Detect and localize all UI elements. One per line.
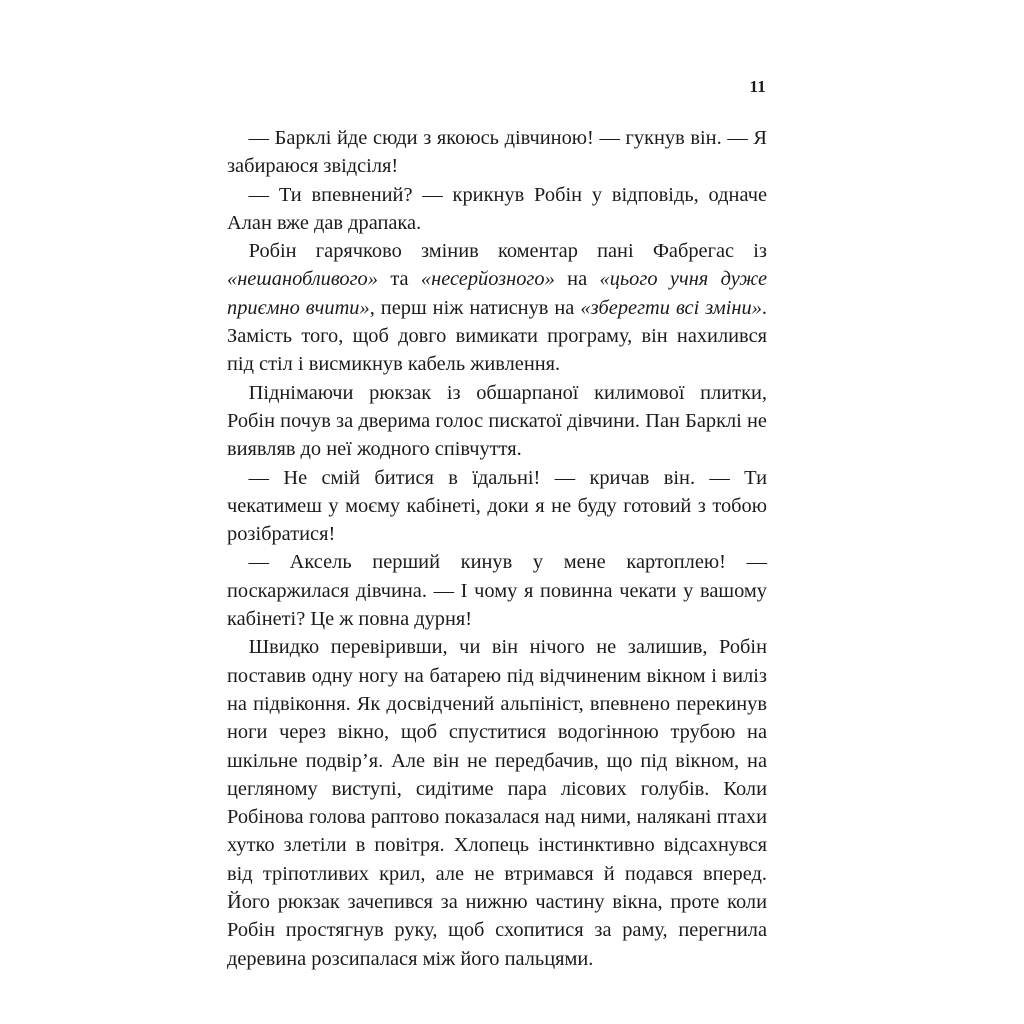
- text-run: Швидко перевіривши, чи він нічого не залишив, Робін поставив одну ногу на батарею під відчиненим вікном і виліз на підвіконня. Як досвідчений альпініст, впевнено перекинув ноги через вікно, щоб спуститися водогінною трубою на шкільне подвір’я. Але він не передбачив, що під вікном, на цегляному виступі, сидітиме пара лісових голубів. Коли Робінова голова раптово показалася над ними, налякані птахи хутко злетіли в повітря. Хлопець інстинктивно відсахнувся від тріпотливих крил, але не втримався й подався вперед. Його рюкзак зачепився за нижню частину вікна, проте коли Робін простягнув руку, щоб схопитися за раму, перегнила деревина розсипалася між його пальцями.: [227, 636, 767, 970]
- paragraph: [227, 379, 767, 464]
- page-number: 11: [749, 77, 766, 96]
- paragraph: [227, 464, 767, 549]
- text-run: — Барклі йде сюди з якоюсь дівчиною! — гукнув він. — Я забираюся звідсіля!: [227, 127, 767, 178]
- emphasis-run: «цього учня дуже приємно вчити»: [227, 268, 767, 319]
- text-run: , перш ніж натиснув на: [369, 296, 581, 319]
- paragraph: [227, 237, 767, 378]
- text-run: — Аксель перший кинув у мене картоплею! — поскаржилася дівчина. — І чому я повинна чекати у вашому кабінеті? Це ж повна дурня!: [227, 551, 767, 631]
- text-run: — Ти впевнений? — крикнув Робін у відповідь, одначе Алан вже дав драпака.: [227, 183, 767, 234]
- text-run: та: [377, 268, 421, 291]
- paragraph: [227, 181, 767, 238]
- text-run: Піднімаючи рюкзак із обшарпаної килимової плитки, Робін почув за дверима голос пискатої дівчини. Пан Барклі не виявляв до неї жодного співчуття.: [227, 381, 767, 461]
- text-run: . Замість того, щоб довго вимикати програму, він нахилився під стіл і висмикнув кабель живлення.: [227, 296, 768, 376]
- text-run: Робін гарячково змінив коментар пані Фабрегас із: [248, 240, 767, 263]
- paragraph: [227, 633, 767, 973]
- emphasis-run: «несерйозного»: [420, 268, 555, 291]
- paragraph: [227, 548, 767, 633]
- emphasis-run: «зберегти всі зміни»: [580, 296, 762, 319]
- text-run: на: [554, 268, 600, 291]
- emphasis-run: «нешанобливого»: [227, 268, 378, 291]
- text-run: — Не смій битися в їдальні! — кричав він. — Ти чекатимеш у моєму кабінеті, доки я не буду готовий з тобою розібратися!: [227, 466, 767, 546]
- body-text-block: [227, 124, 767, 973]
- paragraph: [227, 124, 767, 181]
